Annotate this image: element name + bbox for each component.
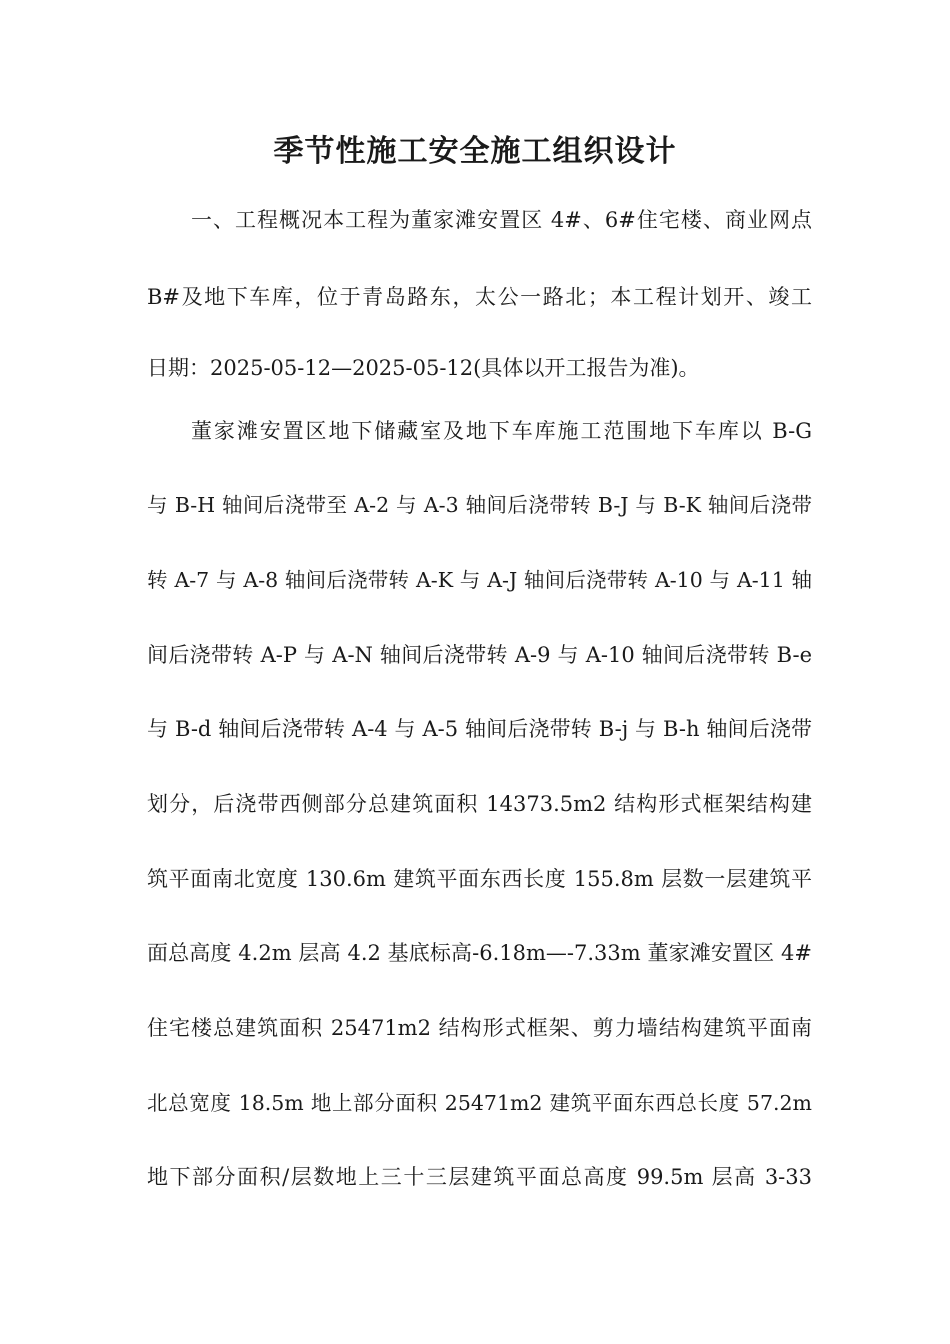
paragraph-2-line-8: 面总高度 4.2m 层高 4.2 基底标高-6.18m—-7.33m 董家滩安置区 4#: [147, 941, 812, 965]
paragraph-2-line-4: 间后浇带转 A-P 与 A-N 轴间后浇带转 A-9 与 A-10 轴间后浇带转 B-e: [147, 643, 812, 667]
paragraph-2-line-10: 北总宽度 18.5m 地上部分面积 25471m2 建筑平面东西总长度 57.2m: [147, 1091, 812, 1115]
paragraph-1-line-2: B#及地下车库，位于青岛路东，太公一路北；本工程计划开、竣工: [147, 285, 812, 309]
paragraph-1-line-3: 日期：2025-05-12—2025-05-12(具体以开工报告为准)。: [147, 356, 700, 380]
paragraph-2-line-5: 与 B-d 轴间后浇带转 A-4 与 A-5 轴间后浇带转 B-j 与 B-h 轴间后浇带: [147, 717, 812, 741]
document-title: 季节性施工安全施工组织设计: [273, 134, 677, 169]
paragraph-2-line-2: 与 B-H 轴间后浇带至 A-2 与 A-3 轴间后浇带转 B-J 与 B-K 轴间后浇带: [147, 493, 812, 517]
paragraph-1-line-1: 一、工程概况本工程为董家滩安置区 4#、6#住宅楼、商业网点: [191, 208, 812, 232]
paragraph-2-line-3: 转 A-7 与 A-8 轴间后浇带转 A-K 与 A-J 轴间后浇带转 A-10 与 A-11 轴: [147, 568, 812, 592]
paragraph-2-line-7: 筑平面南北宽度 130.6m 建筑平面东西长度 155.8m 层数一层建筑平: [147, 867, 812, 891]
paragraph-2-line-1: 董家滩安置区地下储藏室及地下车库施工范围地下车库以 B-G: [191, 419, 812, 443]
paragraph-2-line-11: 地下部分面积/层数地上三十三层建筑平面总高度 99.5m 层高 3-33: [147, 1165, 812, 1189]
paragraph-2-line-9: 住宅楼总建筑面积 25471m2 结构形式框架、剪力墙结构建筑平面南: [147, 1016, 812, 1040]
paragraph-2-line-6: 划分，后浇带西侧部分总建筑面积 14373.5m2 结构形式框架结构建: [147, 792, 812, 816]
